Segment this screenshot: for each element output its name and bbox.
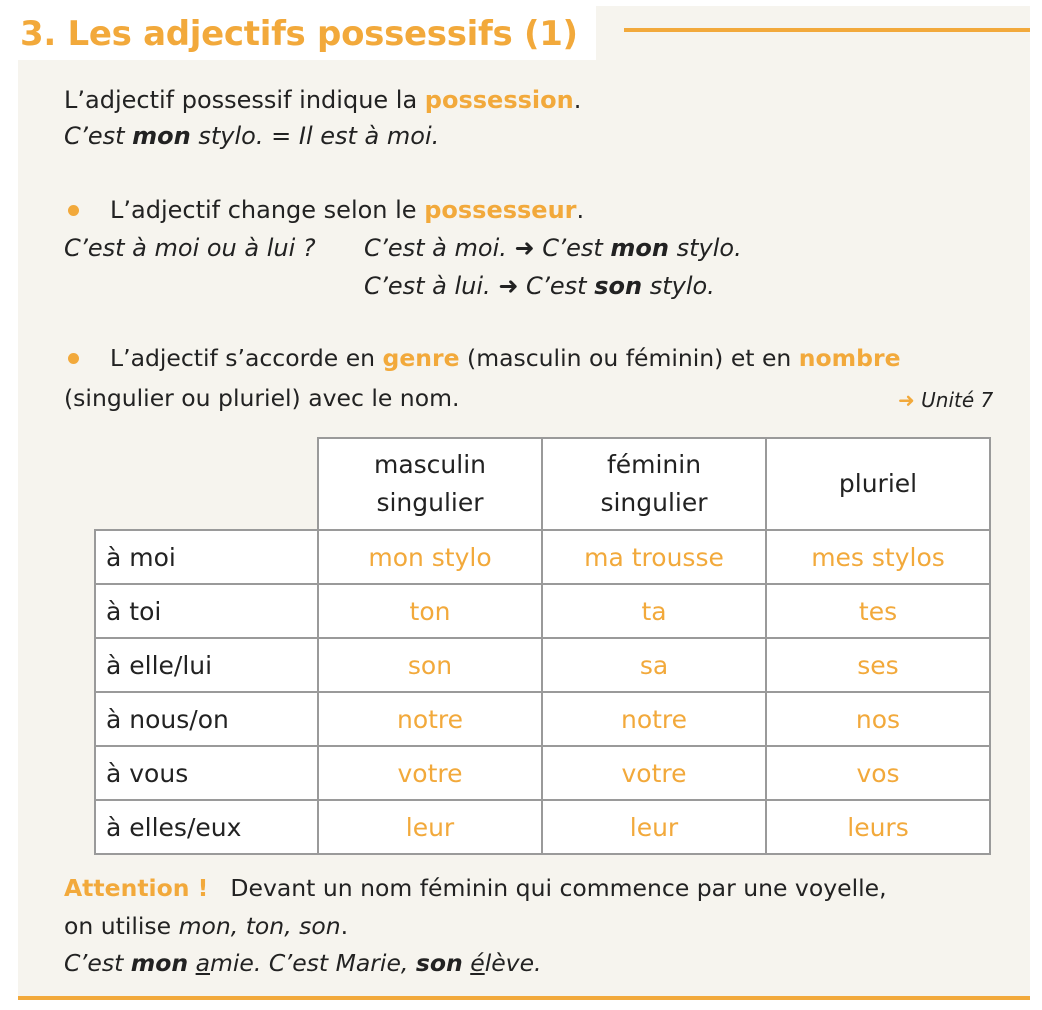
answer-bold: son [594, 272, 643, 300]
bullet2-line2: (singulier ou pluriel) avec le nom. [64, 384, 460, 412]
intro-period: . [573, 86, 582, 114]
bullet1-text [110, 196, 584, 224]
attention-example [64, 949, 542, 977]
example-bold: mon [130, 949, 189, 977]
bullet-text: L’adjectif change selon le [110, 196, 425, 224]
header-line: pluriel [838, 469, 918, 498]
header-masculin-singulier [318, 438, 542, 530]
example-text: mie. C’est Marie, [210, 949, 416, 977]
example-bold: mon [132, 122, 191, 150]
cell-masculin: notre [318, 692, 542, 746]
intro-example [64, 122, 439, 150]
intro-text: L’adjectif possessif indique la [64, 86, 425, 114]
row-label: à toi [95, 584, 318, 638]
table-corner [95, 438, 318, 530]
example-bold: son [415, 949, 463, 977]
attention-label: Attention ! [64, 874, 209, 902]
example-space [188, 949, 195, 977]
title-divider [624, 28, 1030, 32]
grammar-card [18, 6, 1030, 1000]
attention-italic: mon, ton, son [178, 912, 341, 940]
answer-text: stylo. [669, 234, 742, 262]
bullet-period: . [576, 196, 585, 224]
example-text: lève. [484, 949, 542, 977]
bullet-icon [68, 205, 79, 216]
arrow-icon: ➜ [514, 234, 535, 262]
section-title: 3. Les adjectifs possessifs (1) [20, 14, 578, 54]
bullet1-question: C’est à moi ou à lui ? [64, 234, 316, 262]
answer-text: C’est [518, 272, 595, 300]
keyword-possesseur: possesseur [424, 196, 577, 224]
answer-bold: mon [610, 234, 669, 262]
cell-pluriel: vos [766, 746, 990, 800]
attention-period: . [340, 912, 349, 940]
title-block [18, 6, 596, 60]
bullet-text: L’adjectif s’accorde en [110, 344, 383, 372]
keyword-genre: genre [382, 344, 460, 372]
table-row [95, 746, 990, 800]
cell-masculin: mon stylo [318, 530, 542, 584]
row-label: à vous [95, 746, 318, 800]
header-pluriel [766, 438, 990, 530]
cell-feminin: ma trousse [542, 530, 766, 584]
row-label: à elle/lui [95, 638, 318, 692]
arrow-icon: ➜ [498, 272, 519, 300]
answer-text: C’est à moi. [364, 234, 515, 262]
example-text: C’est [64, 949, 131, 977]
row-label: à elles/eux [95, 800, 318, 854]
attention-line2 [64, 912, 348, 940]
example-underlined: é [470, 949, 485, 977]
bullet2-text [110, 344, 901, 372]
unit-ref-text: Unité 7 [914, 388, 994, 412]
table-row [95, 530, 990, 584]
row-label: à moi [95, 530, 318, 584]
unit-reference [898, 388, 993, 412]
attention-text: on utilise [64, 912, 179, 940]
cell-masculin: leur [318, 800, 542, 854]
answer-text: C’est [534, 234, 611, 262]
header-line: singulier [376, 488, 484, 517]
keyword-nombre: nombre [798, 344, 901, 372]
possessive-table [94, 437, 991, 855]
header-line: singulier [600, 488, 708, 517]
bullet-text: (masculin ou féminin) et en [459, 344, 799, 372]
table-row [95, 584, 990, 638]
table-row [95, 638, 990, 692]
cell-pluriel: mes stylos [766, 530, 990, 584]
row-label: à nous/on [95, 692, 318, 746]
cell-feminin: ta [542, 584, 766, 638]
intro-definition [64, 86, 581, 114]
table-header-row [95, 438, 990, 530]
table-row [95, 692, 990, 746]
example-underlined: a [195, 949, 211, 977]
answer-text: stylo. [642, 272, 715, 300]
cell-masculin: ton [318, 584, 542, 638]
header-line: féminin [606, 450, 702, 479]
cell-pluriel: ses [766, 638, 990, 692]
attention-line1 [64, 874, 887, 902]
cell-feminin: leur [542, 800, 766, 854]
example-text: stylo. = Il est à moi. [190, 122, 440, 150]
cell-feminin: sa [542, 638, 766, 692]
cell-feminin: notre [542, 692, 766, 746]
example-text: C’est [64, 122, 133, 150]
cell-pluriel: tes [766, 584, 990, 638]
keyword-possession: possession [424, 86, 574, 114]
cell-feminin: votre [542, 746, 766, 800]
cell-pluriel: leurs [766, 800, 990, 854]
cell-masculin: votre [318, 746, 542, 800]
header-feminin-singulier [542, 438, 766, 530]
arrow-icon: ➜ [898, 388, 915, 412]
bullet-icon [68, 353, 79, 364]
cell-pluriel: nos [766, 692, 990, 746]
cell-masculin: son [318, 638, 542, 692]
bullet1-answer1 [364, 234, 742, 262]
bullet1-answer2 [364, 272, 715, 300]
table-row [95, 800, 990, 854]
header-line: masculin [373, 450, 487, 479]
bottom-divider [18, 996, 1030, 1000]
answer-text: C’est à lui. [364, 272, 499, 300]
attention-text: Devant un nom féminin qui commence par une voyelle, [230, 874, 887, 902]
